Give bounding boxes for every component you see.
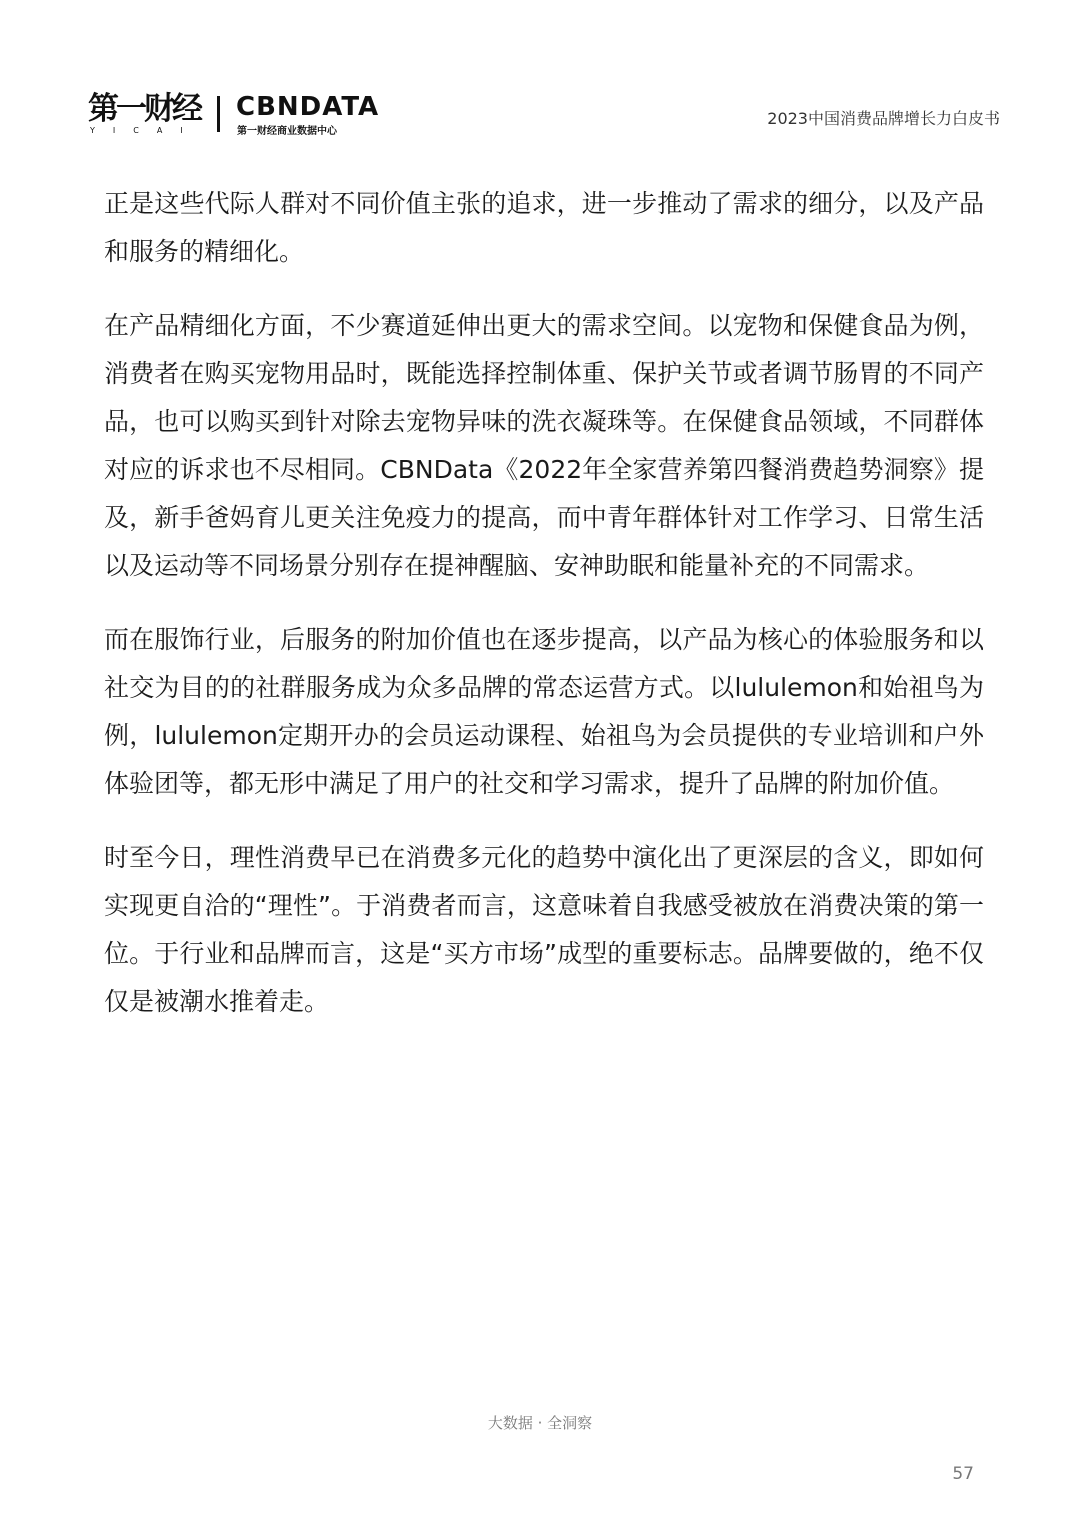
logo-divider <box>217 96 220 132</box>
paragraph: 时至今日，理性消费早已在消费多元化的趋势中演化出了更深层的含义，即如何实现更自洽的“理性”。于消费者而言，这意味着自我感受被放在消费决策的第一位。于行业和品牌而言，这是“买方市场”成型的重要标志。品牌要做的，绝不仅仅是被潮水推着走。 <box>104 843 984 1016</box>
cbndata-logo-text: CBNDATA <box>236 92 380 122</box>
body-content <box>104 180 984 1052</box>
page-header <box>88 92 1000 142</box>
paragraph: 正是这些代际人群对不同价值主张的追求，进一步推动了需求的细分，以及产品和服务的精细化。 <box>104 189 984 266</box>
page-number: 57 <box>952 1464 974 1484</box>
paragraph: 在产品精细化方面，不少赛道延伸出更大的需求空间。以宠物和保健食品为例，消费者在购买宠物用品时，既能选择控制体重、保护关节或者调节肠胃的不同产品，也可以购买到针对除去宠物异味的洗衣凝珠等。在保健食品领域，不同群体对应的诉求也不尽相同。CBNData《2022年全家营养第四餐消费趋势洞察》提及，新手爸妈育儿更关注免疫力的提高，而中青年群体针对工作学习、日常生活以及运动等不同场景分别存在提神醒脑、安神助眠和能量补充的不同需求。 <box>104 311 984 580</box>
document-title: 2023中国消费品牌增长力白皮书 <box>767 109 1000 128</box>
yicai-logo-subtext: YICAI <box>90 126 201 135</box>
yicai-logo-text: 第一财经 <box>88 91 200 127</box>
paragraph: 而在服饰行业，后服务的附加价值也在逐步提高，以产品为核心的体验服务和以社交为目的的社群服务成为众多品牌的常态运营方式。以lululemon和始祖鸟为例，lululemon定期开办的会员运动课程、始祖鸟为会员提供的专业培训和户外体验团等，都无形中满足了用户的社交和学习需求，提升了品牌的附加价值。 <box>104 625 984 798</box>
footer-tagline: 大数据 · 全洞察 <box>487 1414 593 1432</box>
cbndata-logo-subtext: 第一财经商业数据中心 <box>237 126 337 137</box>
publisher-logo <box>88 92 378 142</box>
